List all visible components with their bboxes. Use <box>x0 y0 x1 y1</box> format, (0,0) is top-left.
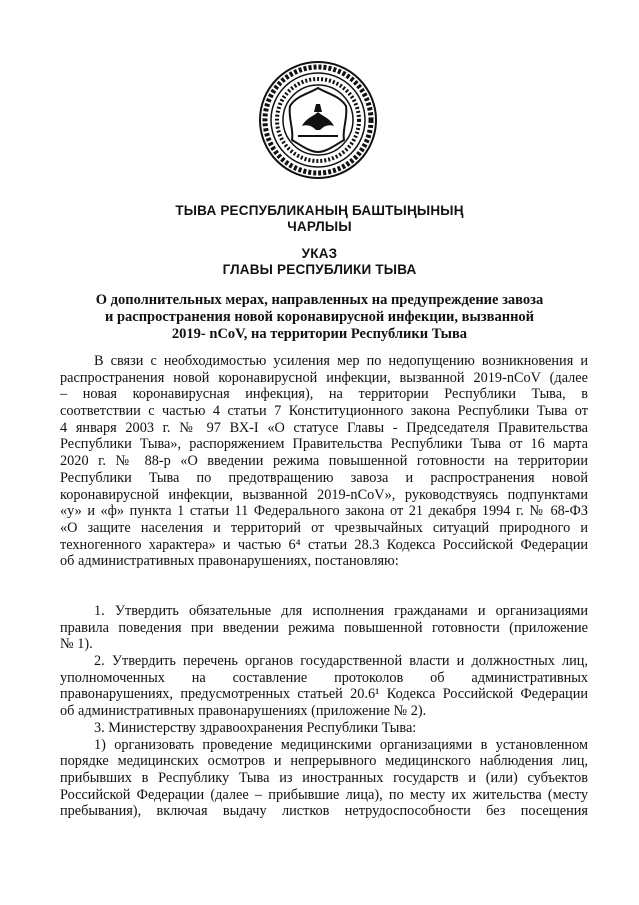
title-line: 2019- nCoV, на территории Республики Тыва <box>171 326 468 342</box>
emblem-icon <box>258 60 378 180</box>
paragraph-line: 3. Министерству здравоохранения Республики Тыва: <box>94 719 417 736</box>
decree-items <box>60 603 588 820</box>
paragraph-line: Республики Тыва», распоряжением Правительства Республики Тыва от 16 марта <box>60 436 588 453</box>
paragraph-line: В связи с необходимостью усиления мер по недопущению возникновения и <box>94 353 588 369</box>
paragraph-line: об административных правонарушениях, постановляю: <box>60 553 399 570</box>
paragraph-line: пребывания), включая выдачу листков нетрудоспособности без посещения <box>60 803 588 820</box>
paragraph-line: 4 января 2003 г. № 97 ВХ-I «О статусе Главы - Председателя Правительства <box>60 419 588 436</box>
header-line-2: ЧАРЛЫЫ <box>287 219 352 234</box>
paragraph-line: правила поведения при введении режима повышенной готовности (приложение <box>60 619 588 636</box>
title-line: О дополнительных мерах, направленных на предупреждение завоза <box>95 292 544 308</box>
paragraph-line: правонарушениях, предусмотренных статьей 20.6¹ Кодекса Российской Федерации <box>60 686 588 703</box>
paragraph-line: «у» и «ф» пункта 1 статьи 11 Федерального закона от 21 декабря 1994 г. № 68-ФЗ <box>60 503 588 520</box>
issuer: ГЛАВЫ РЕСПУБЛИКИ ТЫВА <box>222 262 417 277</box>
paragraph-line: «О защите населения и территорий от чрезвычайных ситуаций природного и <box>60 519 588 536</box>
paragraph-line: коронавирусной инфекции, вызванной 2019-nCoV», руководствуясь подпунктами <box>60 486 588 503</box>
paragraph-line: уполномоченных на составление протоколов об административных <box>60 669 588 686</box>
title-line: и распространения новой коронавирусной инфекции, вызванной <box>104 309 535 325</box>
paragraph-line: техногенного характера» и частью 6⁴ статьи 28.3 Кодекса Российской Федерации <box>60 536 588 553</box>
paragraph-line: 2020 г. № 88-р «О введении режима повышенной готовности на территории <box>60 453 588 470</box>
paragraph-line: Республики Тыва по предотвращению завоза и распространения новой <box>60 469 588 486</box>
document-title <box>60 292 579 343</box>
paragraph-line: № 1). <box>60 636 93 653</box>
preamble <box>60 353 588 570</box>
paragraph-line: 1) организовать проведение медицинскими организациями в установленном <box>94 736 588 753</box>
paragraph-line: распространения новой коронавирусной инфекции, вызванной 2019-nCoV (далее <box>60 369 588 386</box>
paragraph-line: прибывших в Республику Тыва из иностранных государств и (или) субъектов <box>60 769 588 786</box>
paragraph-line: порядке медицинских осмотров и непрерывного медицинского наблюдения лиц, <box>60 753 588 770</box>
paragraph-line: – новая коронавирусная инфекция), на территории Республики Тыва, в <box>60 386 588 403</box>
paragraph-line: об административных правонарушениях (приложение № 2). <box>60 703 427 720</box>
doc-type: УКАЗ <box>301 246 338 261</box>
paragraph-line: 1. Утвердить обязательные для исполнения гражданами и организациями <box>94 603 588 619</box>
paragraph-line: Российской Федерации (далее – прибывшие лица), по месту их жительства (месту <box>60 786 588 803</box>
paragraph-line: соответствии с частью 4 статьи 7 Конституционного закона Республики Тыва от <box>60 403 588 420</box>
header-line-1: ТЫВА РЕСПУБЛИКАНЫҢ БАШТЫҢЫНЫҢ <box>175 203 464 218</box>
paragraph-line: 2. Утвердить перечень органов государственной власти и должностных лиц, <box>94 653 588 670</box>
